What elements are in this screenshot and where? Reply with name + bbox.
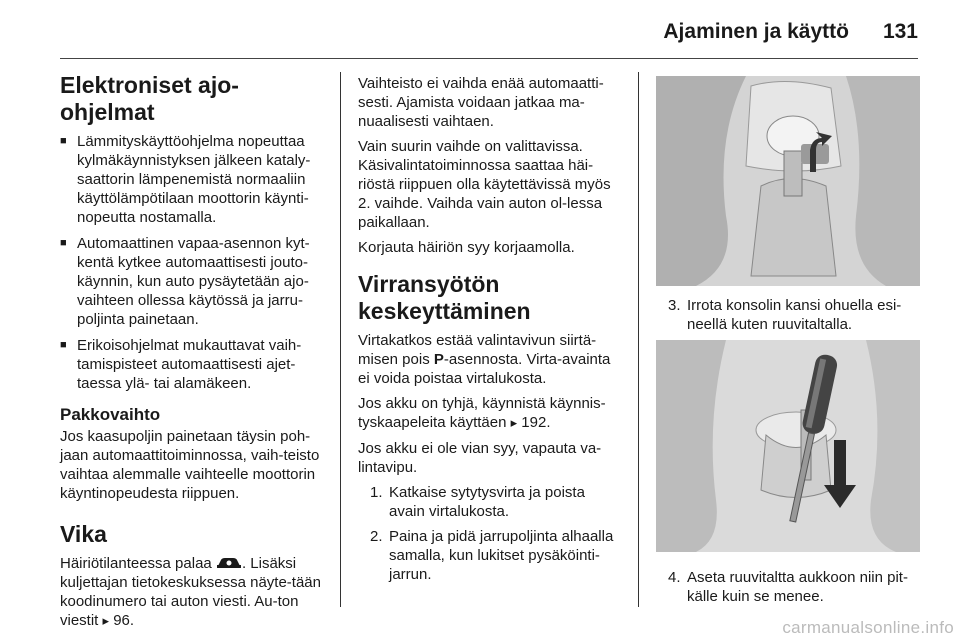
- step-list: [358, 483, 623, 584]
- section-title-electronic-programs: Elektroniset ajo-ohjelmat: [60, 72, 239, 125]
- watermark: carmanualsonline.info: [782, 618, 954, 637]
- program-list: [60, 132, 330, 393]
- console-figure: [656, 76, 920, 286]
- list-item: ■ Automaattinen vapaa-asennon kyt-kentä kytkee automaattisesti jouto-käynnin, kun auto pysäytetään ajo-vaihteen ollessa käytössä ja jarru-poljinta painetaan.: [60, 234, 330, 329]
- screwdriver-figure: [656, 340, 920, 552]
- column-divider: [340, 72, 341, 607]
- section-title-fault: Vika: [60, 521, 107, 547]
- fault-text: Häiriötilanteessa palaa . Lisäksi kuljettajan tietokeskuksessa näyte-tään koodinumero tai auton viesti. Au-ton viestit ▸ 96.: [60, 555, 321, 629]
- page-reference-icon: ▸: [102, 614, 110, 629]
- column-divider: [638, 72, 639, 607]
- list-item: 4. Aseta ruuvitaltta aukkoon niin pit-källe kuin se menee.: [668, 569, 908, 605]
- paragraph: Jos akku ei ole vian syy, vapauta va-lintavipu.: [358, 440, 602, 476]
- list-item: 2. Paina ja pidä jarrupoljinta alhaalla samalla, kun lukitset pysäköinti-jarrun.: [370, 528, 614, 583]
- page-reference-icon: ▸: [510, 416, 518, 431]
- list-item: ■ Erikoisohjelmat mukauttavat vaih-tamispisteet automaattisesti ajet-taessa ylä- tai alamäkeen.: [60, 336, 330, 393]
- section-title-power-interruption: Virransyötön keskeyttäminen: [358, 271, 531, 324]
- list-item: 1. Katkaise sytytysvirta ja poista avain virtalukosta.: [370, 484, 585, 520]
- paragraph: Jos akku on tyhjä, käynnistä käynnis-tyskaapeleita käyttäen ▸ 192.: [358, 395, 606, 431]
- running-title: Ajaminen ja käyttö: [663, 20, 849, 43]
- page-header: [0, 0, 960, 58]
- list-item: 3. Irrota konsolin kansi ohuella esi-neellä kuten ruuvitaltalla.: [668, 297, 902, 333]
- page-reference[interactable]: 192.: [521, 414, 551, 431]
- step-list: [656, 296, 922, 334]
- page-number: 131: [882, 20, 918, 43]
- page-reference[interactable]: 96.: [113, 612, 135, 629]
- paragraph: Virtakatkos estää valintavivun siirtä-misen pois P-asennosta. Virta-avainta ei voida poistaa virtalukosta.: [358, 332, 611, 387]
- paragraph: Vain suurin vaihde on valittavissa. Käsivalintatoiminnossa saattaa häi-riöstä riippuen olla käytettävissä myös 2. vaihde. Vaihda vain auton ol-lessa paikallaan.: [358, 138, 611, 231]
- paragraph: Korjauta häiriön syy korjaamolla.: [358, 239, 575, 256]
- step-list: [656, 568, 922, 606]
- subsection-title-kickdown: Pakkovaihto: [60, 405, 161, 424]
- screwdriver-illustration: [656, 340, 920, 552]
- car-wrench-warning-icon: [216, 556, 242, 570]
- column-2: [358, 74, 623, 590]
- kickdown-text: Jos kaasupoljin painetaan täysin poh-jaan automaattitoiminnossa, vaih-teisto vaihtaa alemmalle vaihteelle moottorin käyntinopeudesta riippuen.: [60, 428, 320, 502]
- paragraph: Vaihteisto ei vaihda enää automaatti-sesti. Ajamista voidaan jatkaa ma-nuaalisesti vaihtaen.: [358, 75, 604, 130]
- list-item: ■ Lämmityskäyttöohjelma nopeuttaa kylmäkäynnistyksen jälkeen kataly-saattorin lämpenemistä normaaliin käyttölämpötilaan moottorin käynti-nopeutta nostamalla.: [60, 132, 330, 227]
- column-3: [656, 76, 922, 612]
- gear-lever-console-illustration: [656, 76, 920, 286]
- column-1: [60, 72, 330, 637]
- header-rule: [60, 58, 918, 59]
